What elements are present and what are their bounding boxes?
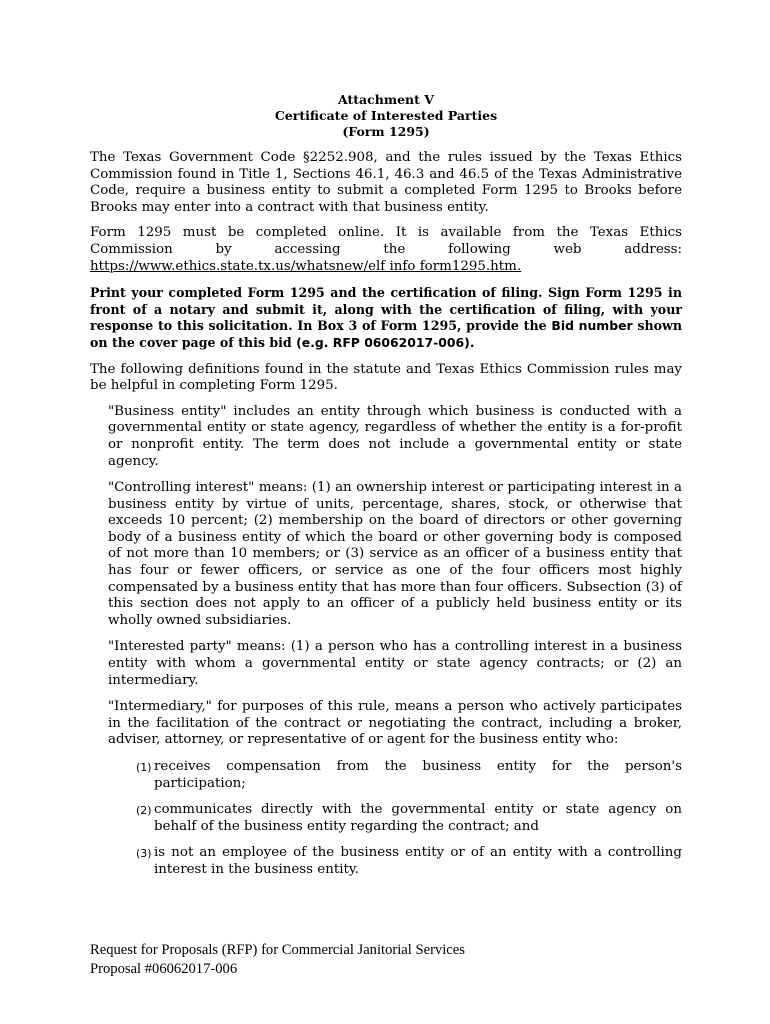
form-number-title: (Form 1295) [342, 124, 430, 139]
definitions-intro: The following definitions found in the statute and Texas Ethics Commission rules may be helpful in completing Form 1295. [90, 361, 682, 394]
page-footer [90, 941, 465, 979]
definition-intermediary: "Intermediary," for purposes of this rule, means a person who actively participates in the facilitation of the contract or negotiating the contract, including a broker, adviser, attorney, or representative of or agent for the business entity who: [108, 699, 682, 748]
list-item-number: (3) [136, 847, 152, 861]
instructions-text: Print your completed Form 1295 and the certification of filing. Sign Form 1295 in front of a notary and submit it, along with the certification of filing, with your response to this solicitation. In Box 3 of Form 1295, provide the [90, 285, 682, 334]
document-header [90, 92, 682, 140]
rfp-example-text: (e.g. RFP 06062017-006). [296, 334, 475, 350]
online-text: Form 1295 must be completed online. It is available from the Texas Ethics Commission by accessing the following web address: [90, 225, 682, 257]
certificate-title: Certificate of Interested Parties [274, 108, 498, 123]
intro-paragraph: The Texas Government Code §2252.908, and the rules issued by the Texas Ethics Commission found in Title 1, Sections 46.1, 46.3 and 46.5 of the Texas Administrative Code, require a business entity to submit a completed Form 1295 to Brooks before Brooks may enter into a contract with that business entity. [90, 150, 682, 215]
list-item-number: (1) [136, 761, 152, 774]
attachment-title: Attachment V [338, 92, 434, 107]
instructions-text-2: shown on the cover page of this bid [90, 318, 682, 350]
list-item-text: receives compensation from the business entity for the person's participation; [154, 759, 682, 791]
list-item [136, 759, 682, 792]
definition-interested-party: "Interested party" means: (1) a person who has a controlling interest in a business entity with whom a governmental entity or state agency contracts; or (2) an intermediary. [108, 639, 682, 688]
definitions-section [108, 404, 682, 879]
footer-rfp-title: Request for Proposals (RFP) for Commercial Janitorial Services [90, 942, 465, 958]
intermediary-list [136, 759, 682, 879]
definition-controlling-interest: "Controlling interest" means: (1) an ownership interest or participating interest in a business entity by virtue of units, percentage, shares, stock, or otherwise that exceeds 10 percent; (2) membership on the board of directors or other governing body of a business entity of which the board or other governing body is composed of not more than 10 members; or (3) service as an officer of a business entity that has four or fewer officers, or service as one of the four officers most highly compensated by a business entity that has more than four officers. Subsection (3) of this section does not apply to an officer of a publicly held business entity or its wholly owned subsidiaries. [108, 480, 682, 628]
list-item-number: (2) [136, 804, 152, 818]
list-item [136, 845, 682, 878]
online-paragraph [90, 225, 682, 275]
definition-business-entity: "Business entity" includes an entity through which business is conducted with a governmental entity or state agency, regardless of whether the entity is a for-profit or nonprofit entity. The term does not include a governmental entity or state agency. [108, 403, 682, 469]
ethics-commission-link[interactable]: https://www.ethics.state.tx.us/whatsnew/elf info form1295.htm. [90, 258, 522, 274]
list-item-text: communicates directly with the governmental entity or state agency on behalf of the business entity regarding the contract; and [154, 802, 682, 834]
document-page [90, 92, 682, 879]
bid-number-text: Bid number [551, 318, 633, 334]
list-item-text: is not an employee of the business entity or of an entity with a controlling interest in the business entity. [154, 845, 682, 877]
list-item [136, 802, 682, 835]
footer-proposal-number: Proposal #06062017-006 [90, 961, 238, 977]
instructions-paragraph [90, 285, 682, 351]
